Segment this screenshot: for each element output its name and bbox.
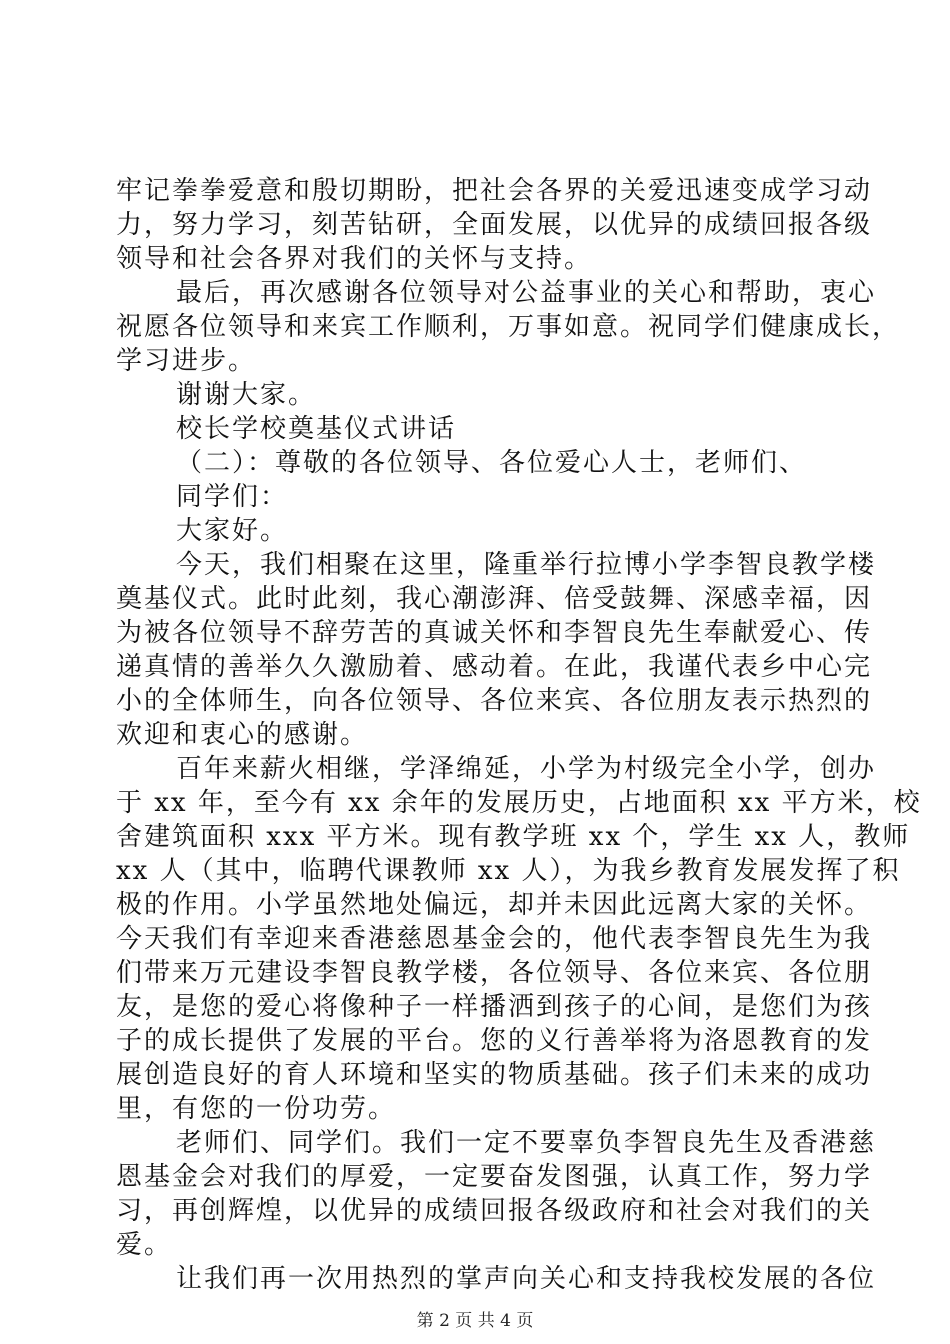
text-line: 让我们再一次用热烈的掌声向关心和支持我校发展的各位: [176, 1264, 877, 1294]
text-line: 牢记拳拳爱意和殷切期盼，把社会各界的关爱迅速变成学习动: [116, 176, 873, 206]
text-line: 力，努力学习，刻苦钻研，全面发展，以优异的成绩回报各级: [116, 210, 873, 240]
text-line: 里，有您的一份功劳。: [116, 1094, 397, 1124]
text-line: 习，再创辉煌，以优异的成绩回报各级政府和社会对我们的关: [116, 1196, 873, 1226]
text-line: 们带来万元建设李智良教学楼，各位领导、各位来宾、各位朋: [116, 958, 873, 988]
text-line: 于 xx 年，至今有 xx 余年的发展历史，占地面积 xx 平方米，校: [116, 788, 922, 818]
text-line: 百年来薪火相继，学泽绵延，小学为村级完全小学，创办: [176, 754, 877, 784]
text-line: 祝愿各位领导和来宾工作顺利，万事如意。祝同学们健康成长，: [116, 312, 901, 342]
text-line: xx 人（其中，临聘代课教师 xx 人），为我乡教育发展发挥了积: [116, 856, 901, 886]
text-line: （二）：尊敬的各位领导、各位爱心人士，老师们、: [176, 448, 808, 478]
text-line: 大家好。: [176, 516, 289, 546]
text-line: 为被各位领导不辞劳苦的真诚关怀和李智良先生奉献爱心、传: [116, 618, 873, 648]
text-line: 学习进步。: [116, 346, 257, 376]
text-line: 小的全体师生，向各位领导、各位来宾、各位朋友表示热烈的: [116, 686, 873, 716]
text-line: 今天，我们相聚在这里，隆重举行拉博小学李智良教学楼: [176, 550, 877, 580]
text-line: 子的成长提供了发展的平台。您的义行善举将为洛恩教育的发: [116, 1026, 873, 1056]
text-line: 爱。: [116, 1230, 173, 1260]
text-line: 舍建筑面积 xxx 平方米。现有教学班 xx 个，学生 xx 人，教师: [116, 822, 911, 852]
text-line: 奠基仪式。此时此刻，我心潮澎湃、倍受鼓舞、深感幸福，因: [116, 584, 873, 614]
page-footer: 第 2 页 共 4 页: [416, 1311, 534, 1331]
text-line: 谢谢大家。: [176, 380, 317, 410]
text-line: 展创造良好的育人环境和坚实的物质基础。孩子们未来的成功: [116, 1060, 873, 1090]
text-line: 恩基金会对我们的厚爱，一定要奋发图强，认真工作，努力学: [116, 1162, 873, 1192]
text-line: 极的作用。小学虽然地处偏远，却并未因此远离大家的关怀。: [116, 890, 873, 920]
text-line: 最后，再次感谢各位领导对公益事业的关心和帮助，衷心: [176, 278, 877, 308]
text-line: 友，是您的爱心将像种子一样播洒到孩子的心间，是您们为孩: [116, 992, 873, 1022]
section-title: 校长学校奠基仪式讲话: [176, 414, 457, 444]
text-line: 同学们：: [176, 482, 289, 512]
text-line: 欢迎和衷心的感谢。: [116, 720, 369, 750]
text-line: 递真情的善举久久激励着、感动着。在此，我谨代表乡中心完: [116, 652, 873, 682]
text-line: 老师们、同学们。我们一定不要辜负李智良先生及香港慈: [176, 1128, 877, 1158]
text-line: 领导和社会各界对我们的关怀与支持。: [116, 244, 593, 274]
text-line: 今天我们有幸迎来香港慈恩基金会的，他代表李智良先生为我: [116, 924, 873, 954]
